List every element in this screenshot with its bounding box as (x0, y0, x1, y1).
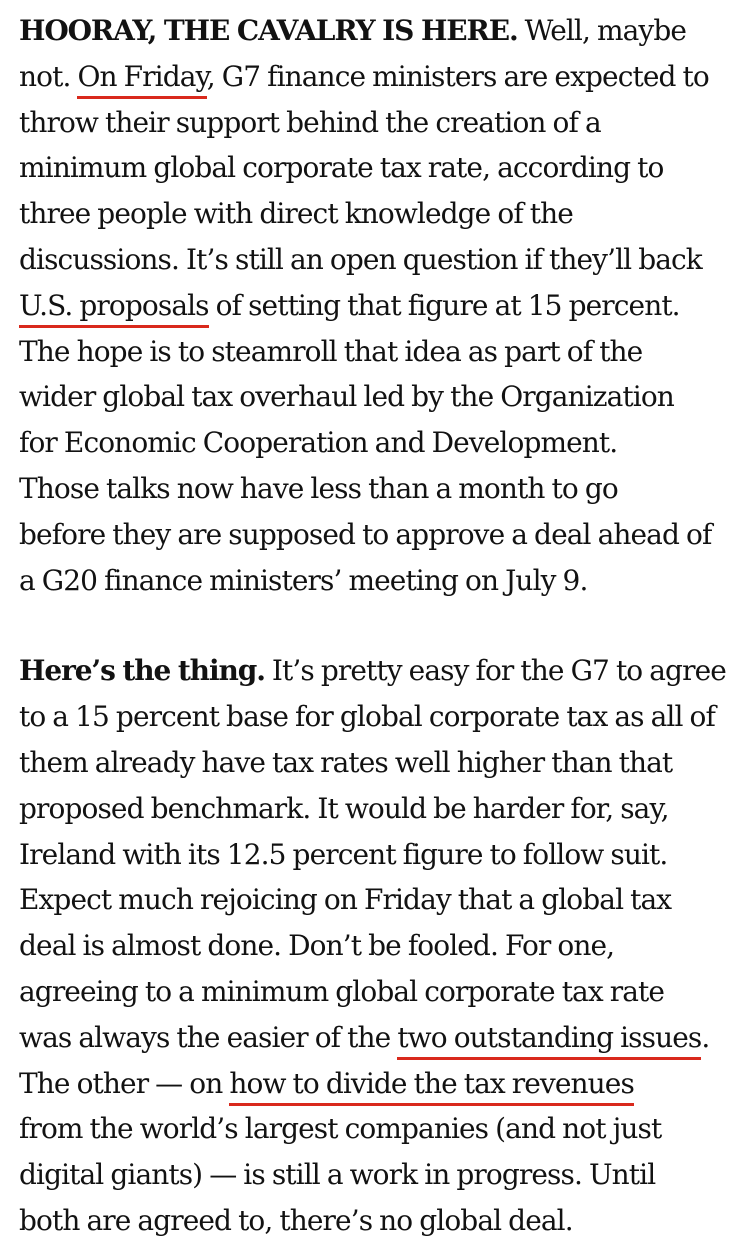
text-line: both are agreed to, there’s no global deal. (19, 1203, 573, 1237)
on-friday-link[interactable]: On Friday (77, 60, 206, 99)
text-line (19, 1015, 724, 1061)
text-segment: The other — on (19, 1066, 230, 1100)
text-line: for Economic Cooperation and Development. (19, 426, 618, 460)
text-line: them already have tax rates well higher than that (19, 745, 673, 779)
text-line (19, 1061, 724, 1107)
text-line: deal is almost done. Don’t be fooled. For one, (19, 929, 615, 963)
text-segment: Well, maybe (517, 14, 687, 47)
paragraph-lead: HOORAY, THE CAVALRY IS HERE. (19, 14, 518, 47)
text-line (19, 8, 724, 54)
text-line: a G20 finance ministers’ meeting on July 9. (19, 563, 588, 597)
text-line (19, 54, 724, 100)
text-line: to a 15 percent base for global corporate tax as all of (19, 700, 715, 734)
text-segment: , G7 finance ministers are expected to (206, 59, 709, 93)
paragraph-cavalry (19, 8, 724, 603)
text-line: wider global tax overhaul led by the Organization (19, 380, 674, 414)
text-line: discussions. It’s still an open question if they’ll back (19, 242, 702, 276)
text-line (19, 283, 724, 329)
text-line: before they are supposed to approve a deal ahead of (19, 517, 712, 551)
text-line: Expect much rejoicing on Friday that a global tax (19, 883, 672, 917)
paragraph-heres-the-thing (19, 648, 724, 1243)
text-line: Those talks now have less than a month to go (19, 471, 618, 505)
us-proposals-link[interactable]: U.S. proposals (19, 289, 209, 328)
text-line: three people with direct knowledge of the (19, 197, 573, 231)
text-segment: It’s pretty easy for the G7 to agree (264, 654, 726, 688)
text-line: The hope is to steamroll that idea as part of the (19, 334, 643, 368)
text-line: agreeing to a minimum global corporate tax rate (19, 974, 665, 1008)
divide-tax-revenues-link[interactable]: how to divide the tax revenues (229, 1067, 634, 1106)
two-outstanding-issues-link[interactable]: two outstanding issues (397, 1021, 701, 1060)
paragraph-lead: Here’s the thing. (19, 654, 265, 688)
text-segment: of setting that figure at 15 percent. (208, 288, 680, 322)
text-line: Ireland with its 12.5 percent figure to follow suit. (19, 837, 668, 871)
text-line: digital giants) — is still a work in progress. Until (19, 1158, 656, 1192)
text-segment: was always the easier of the (19, 1020, 398, 1054)
text-line (19, 648, 724, 694)
text-line: minimum global corporate tax rate, according to (19, 151, 664, 185)
text-line: from the world’s largest companies (and not just (19, 1112, 662, 1146)
text-segment: not. (19, 59, 78, 93)
text-line: proposed benchmark. It would be harder for, say, (19, 791, 669, 825)
text-segment: . (701, 1020, 710, 1054)
text-line: throw their support behind the creation of a (19, 105, 601, 139)
